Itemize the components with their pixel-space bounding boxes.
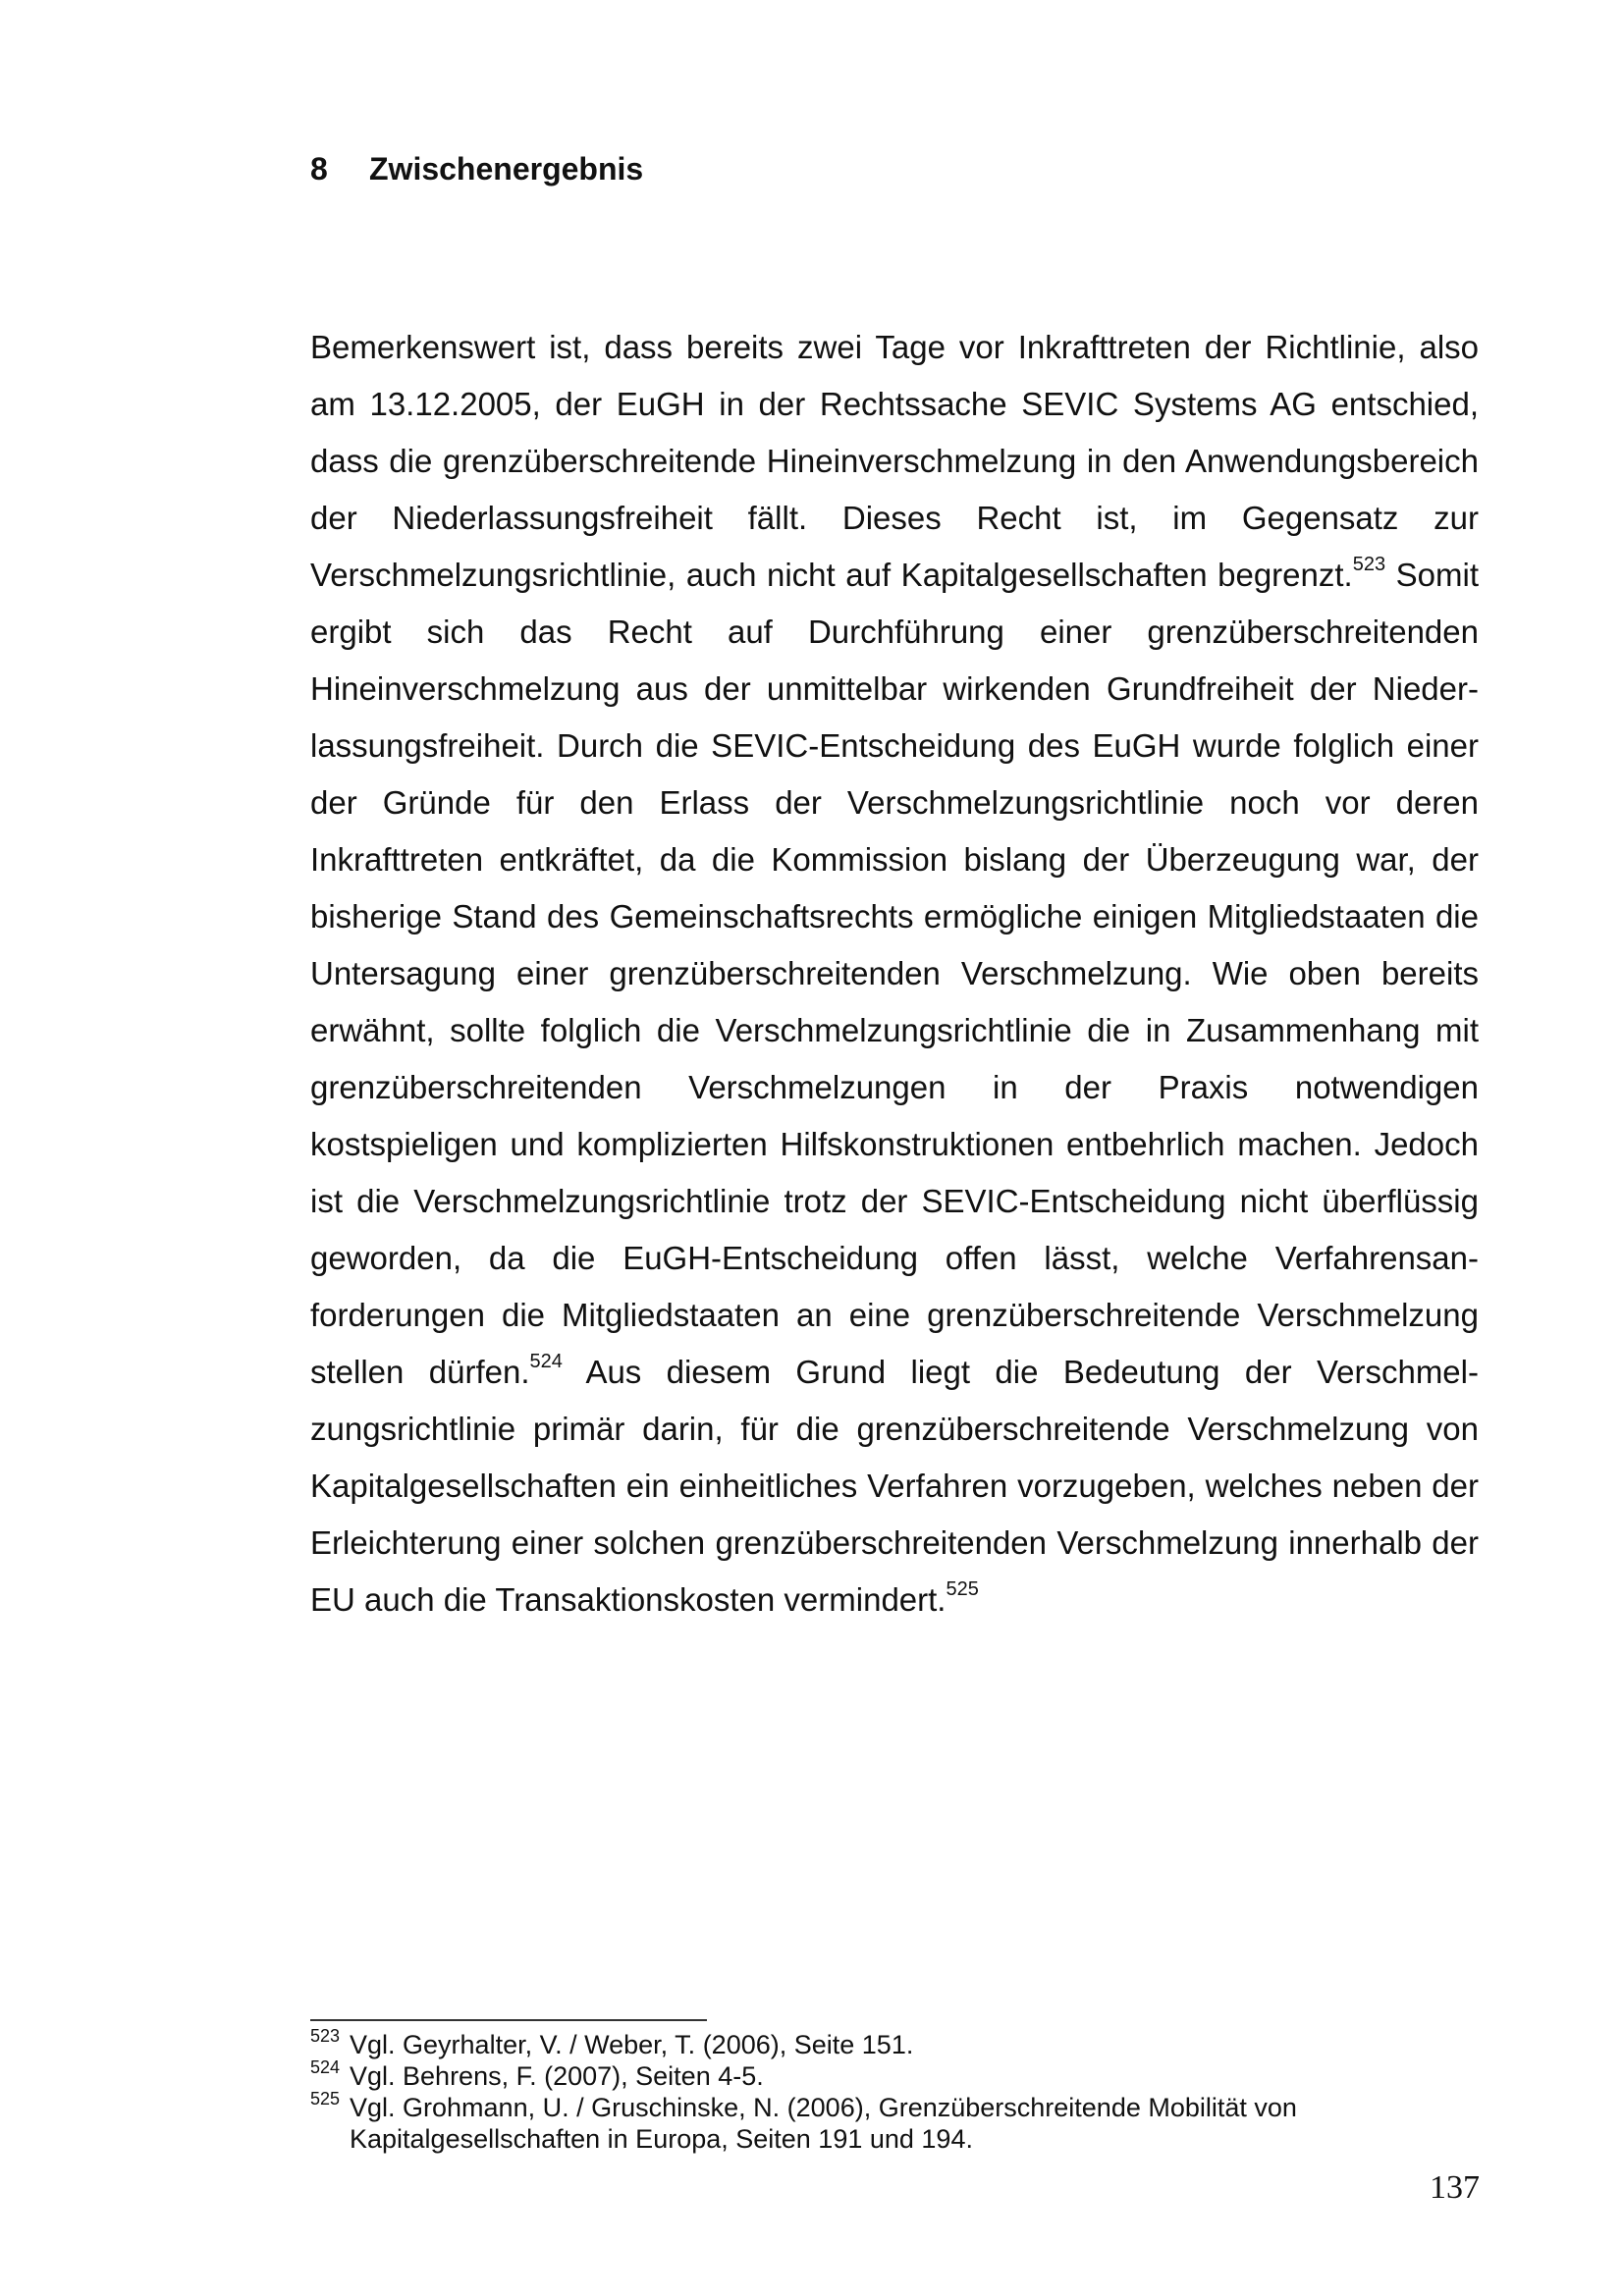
footnote-text: Vgl. Behrens, F. (2007), Seiten 4-5. <box>350 2061 764 2091</box>
footnote-text: Vgl. Geyrhalter, V. / Weber, T. (2006), Seite 151. <box>350 2030 914 2059</box>
footnote-ref-524[interactable]: 524 <box>529 1351 563 1372</box>
footnote-mark: 523 <box>310 2026 341 2046</box>
footnote-ref-523[interactable]: 523 <box>1352 554 1386 575</box>
body-paragraph <box>310 319 1479 1629</box>
footnotes <box>310 2026 1479 2155</box>
body-text-segment-2: Somit ergibt sich das Recht auf Durchführung einer grenzüberschreitenden Hineinverschmelzung aus der unmittelbar wirkenden Grundfreiheit der Niederlassungsfreiheit. Durch die SEVIC-Entscheidung des EuGH wurde folglich einer der Gründe für den Erlass der Verschmelzungsrichtlinie noch vor deren Inkrafttreten entkräftet, da die Kommission bislang der Überzeugung war, der bisherige Stand des Gemeinschaftsrechts ermögliche einigen Mitgliedstaaten die Untersagung einer grenzüberschreitenden Verschmelzung. Wie oben bereits erwähnt, sollte folglich die Verschmelzungsrichtlinie die in Zusammenhang mit grenzüberschreitenden Verschmelzungen in der Praxis notwendigen kostspieligen und komplizierten Hilfskonstruktionen entbehrlich machen. Jedoch ist die Verschmelzungsrichtlinie trotz der SEVIC-Entscheidung nicht überflüssig geworden, da die EuGH-Entscheidung offen lässt, welche Verfahrensanforderungen die Mitgliedstaaten an eine grenzüberschreitende Verschmelzung stellen dürfen. <box>310 557 1479 1390</box>
footnote-mark: 525 <box>310 2089 341 2109</box>
section-heading <box>310 151 643 187</box>
footnote-item <box>310 2026 1479 2060</box>
body-text-segment-3: Aus diesem Grund liegt die Bedeutung der Verschmelzungsrichtlinie primär darin, für die grenzüberschreitende Verschmelzung von Kapitalgesellschaften ein einheitliches Verfahren vorzugeben, welches neben der Erleichterung einer solchen grenzüberschreitenden Verschmelzung innerhalb der EU auch die Transaktionskosten vermindert. <box>310 1354 1479 1618</box>
footnote-item <box>310 2089 1479 2155</box>
body-text-segment-1: Bemerkenswert ist, dass bereits zwei Tage vor Inkrafttreten der Richtlinie, also am 13.12.2005, der EuGH in der Rechtssache SEVIC Systems AG entschied, dass die grenzüberschreitende Hineinverschmelzung in den Anwendungsbereich der Niederlassungsfreiheit fällt. Dieses Recht ist, im Gegensatz zur Verschmelzungsrichtlinie, auch nicht auf Kapitalgesellschaften begrenzt. <box>310 329 1479 593</box>
footnote-item <box>310 2057 1479 2092</box>
footnote-mark: 524 <box>310 2057 341 2077</box>
footnote-text: Vgl. Grohmann, U. / Gruschinske, N. (2006), Grenzüberschreitende Mobilität von Kapitalgesellschaften in Europa, Seiten 191 und 194. <box>350 2093 1297 2154</box>
section-number: 8 <box>310 151 328 187</box>
page-number: 137 <box>1430 2169 1480 2206</box>
paragraph-text <box>310 319 1479 1629</box>
footnote-ref-525[interactable]: 525 <box>946 1578 979 1600</box>
footnote-separator <box>310 2019 707 2021</box>
section-title: Zwischenergebnis <box>369 151 644 187</box>
